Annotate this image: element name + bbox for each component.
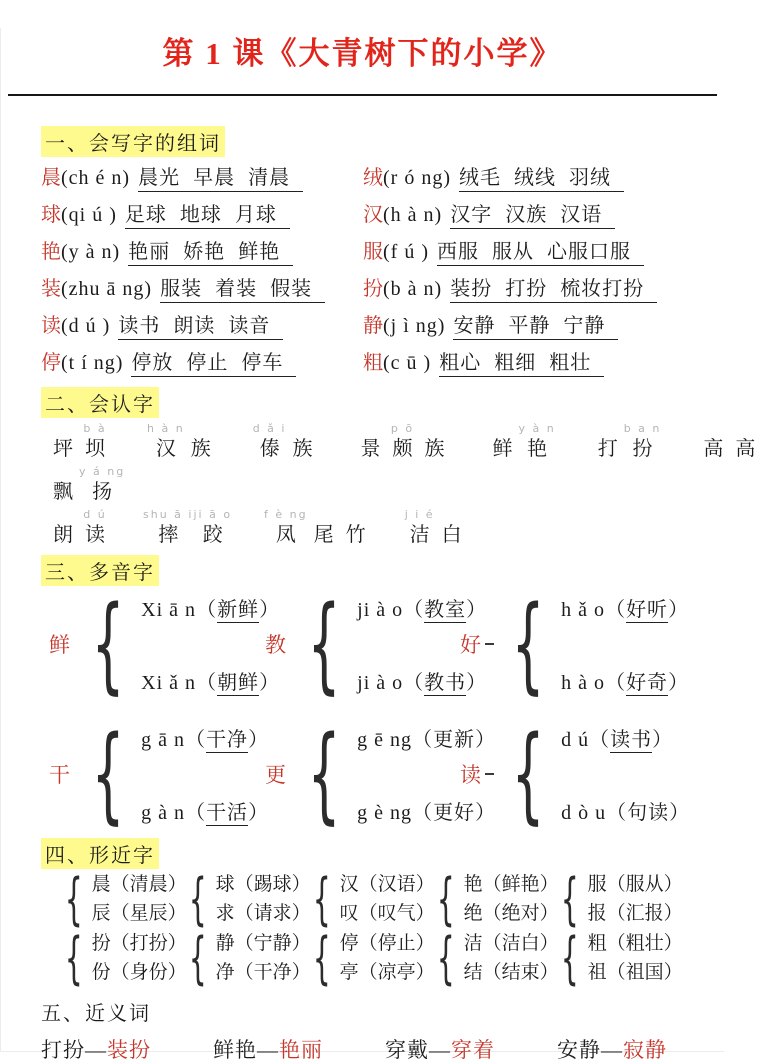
similar-pair xyxy=(552,931,683,987)
item-word: 读书 xyxy=(610,728,653,751)
item-pinyin: Xi ā n xyxy=(141,598,197,621)
pair-line-bottom: 亭（凉亭） xyxy=(339,962,435,984)
synonym-pair xyxy=(213,1034,323,1064)
entry-words: 艳丽 娇艳 鲜艳 xyxy=(128,235,293,266)
entry-char: 艳 xyxy=(41,240,61,263)
entry-words: 汉字 汉族 汉语 xyxy=(450,198,615,229)
entry-words: 读书 朗读 读音 xyxy=(118,309,283,340)
entry-char: 停 xyxy=(41,351,61,374)
item-pinyin: d ú xyxy=(561,728,590,751)
char-label: 尾 xyxy=(313,523,334,546)
synonym-left: 鲜艳 xyxy=(213,1037,257,1062)
pair-line-bottom: 祖（祖国） xyxy=(587,962,683,984)
synonym-left: 安静 xyxy=(557,1037,601,1062)
pinyin-label: y á ng xyxy=(79,464,126,478)
pinyin-label: d ú xyxy=(83,507,107,521)
char-label: 坝 xyxy=(85,437,105,460)
char-label: 高 xyxy=(703,437,724,460)
item-pinyin: ji à o xyxy=(357,598,404,621)
item-pinyin: ji à o xyxy=(357,671,404,694)
brace-icon xyxy=(65,931,83,987)
item-word: 更好 xyxy=(433,801,476,824)
connector-line xyxy=(485,773,494,775)
write-words-right-column xyxy=(363,161,710,383)
recognize-row-3 xyxy=(47,508,710,547)
section-1-heading: 一、会写字的组词 xyxy=(41,126,225,157)
left-paren: （ xyxy=(412,728,434,751)
item-word: 朝鲜 xyxy=(217,671,260,694)
pair-line-top: 服（服从） xyxy=(587,874,683,896)
char-label: 飘 xyxy=(53,480,73,503)
pair-line-top: 洁（洁白） xyxy=(463,933,559,955)
similar-chars-row-2 xyxy=(56,931,710,987)
char-label: 坪 xyxy=(53,437,73,460)
similar-pair xyxy=(56,872,187,928)
char-with-pinyin xyxy=(143,508,193,547)
pair-line-top: 晨（清晨） xyxy=(91,874,187,896)
left-paren: （ xyxy=(196,671,218,694)
item-word: 干活 xyxy=(206,801,249,824)
entry-pinyin: (qi ú ) xyxy=(61,203,117,226)
item-pinyin: h ǎ o xyxy=(561,598,606,621)
write-word-entry xyxy=(41,235,363,272)
entry-words: 停放 停止 停车 xyxy=(131,346,296,377)
recognize-word xyxy=(47,422,111,461)
char-label: 摔 xyxy=(158,523,179,546)
group-char: 读 xyxy=(460,762,481,787)
left-paren: （ xyxy=(605,671,627,694)
entry-char: 粗 xyxy=(363,351,383,374)
item-pinyin: Xi ǎ n xyxy=(141,671,197,694)
polyphone-item xyxy=(141,796,269,825)
document-body xyxy=(1,126,756,1064)
char-label: 跤 xyxy=(202,523,223,546)
synonym-dash: — xyxy=(257,1037,279,1062)
polyphone-item xyxy=(141,723,269,752)
item-word: 新鲜 xyxy=(217,598,260,621)
entry-pinyin: (ch é n) xyxy=(61,166,131,189)
write-word-entry xyxy=(41,309,363,346)
item-word: 教书 xyxy=(424,671,467,694)
polyphone-group xyxy=(265,592,488,696)
entry-char: 扮 xyxy=(363,277,383,300)
pair-line-bottom: 绝（绝对） xyxy=(463,903,559,925)
char-with-pinyin xyxy=(185,422,217,461)
recognize-word xyxy=(143,508,232,547)
recognize-word xyxy=(354,422,450,461)
right-paren: ） xyxy=(475,728,497,751)
synonym-dash: — xyxy=(429,1037,451,1062)
entry-char: 读 xyxy=(41,314,61,337)
left-paren: （ xyxy=(412,801,434,824)
char-with-pinyin xyxy=(79,422,111,461)
brace-icon xyxy=(189,931,207,987)
brace-icon xyxy=(512,722,545,826)
write-words-left-column xyxy=(41,161,363,383)
pinyin-label: b a n xyxy=(623,421,662,435)
pair-line-top: 静（宁静） xyxy=(215,933,311,955)
polyphone-item xyxy=(141,593,280,622)
pinyin-label: p ō xyxy=(390,421,415,435)
synonym-pair xyxy=(557,1034,667,1064)
char-with-pinyin xyxy=(147,422,185,461)
recognize-word xyxy=(264,508,372,547)
char-with-pinyin xyxy=(286,422,318,461)
entry-words: 安静 平静 宁静 xyxy=(453,309,618,340)
right-paren: ） xyxy=(259,671,281,694)
polyphone-group xyxy=(460,722,710,826)
pinyin-label: b à xyxy=(83,421,107,435)
polyphone-item xyxy=(561,593,689,622)
left-paren: （ xyxy=(185,728,207,751)
char-label: 打 xyxy=(597,437,618,460)
pair-line-top: 汉（汉语） xyxy=(339,874,435,896)
item-word: 教室 xyxy=(424,598,467,621)
synonym-right: 寂静 xyxy=(623,1037,667,1062)
section-4-heading: 四、形近字 xyxy=(41,838,159,869)
char-with-pinyin xyxy=(418,422,450,461)
polyphone-item xyxy=(561,796,690,825)
pair-line-bottom: 求（请求） xyxy=(215,903,311,925)
pair-line-top: 球（踢球） xyxy=(215,874,311,896)
char-with-pinyin xyxy=(486,422,518,461)
brace-icon xyxy=(512,592,545,696)
synonym-left: 打扮 xyxy=(41,1037,85,1062)
left-paren: （ xyxy=(606,801,628,824)
recognize-word xyxy=(404,508,468,547)
char-label: 颇 xyxy=(392,437,413,460)
entry-char: 绒 xyxy=(363,166,383,189)
brace-icon xyxy=(313,931,331,987)
pair-line-top: 艳（鲜艳） xyxy=(463,874,559,896)
brace-icon xyxy=(92,722,125,826)
write-word-entry xyxy=(363,161,710,198)
right-paren: ） xyxy=(248,728,270,751)
left-paren: （ xyxy=(185,801,207,824)
entry-words: 服装 着装 假装 xyxy=(160,272,325,303)
group-char: 教 xyxy=(265,632,286,657)
pair-line-bottom: 报（汇报） xyxy=(587,903,683,925)
pair-line-top: 扮（打扮） xyxy=(91,933,187,955)
entry-words: 西服 服从 心服口服 xyxy=(437,235,644,266)
char-with-pinyin xyxy=(697,422,729,461)
item-word: 更新 xyxy=(433,728,476,751)
char-label: 扮 xyxy=(632,437,653,460)
polyphone-group xyxy=(49,722,270,826)
section-3-heading: 三、多音字 xyxy=(41,555,159,586)
char-label: 族 xyxy=(424,437,445,460)
char-with-pinyin xyxy=(264,508,308,547)
entry-char: 汉 xyxy=(363,203,383,226)
char-label: 汉 xyxy=(155,437,176,460)
char-with-pinyin xyxy=(340,508,372,547)
char-with-pinyin xyxy=(404,508,436,547)
char-label: 艳 xyxy=(527,437,548,460)
similar-pair xyxy=(56,931,187,987)
brace-icon xyxy=(437,931,455,987)
similar-pair xyxy=(180,872,311,928)
write-word-entry xyxy=(363,346,710,383)
polyphone-item xyxy=(561,723,690,752)
left-paren: （ xyxy=(196,598,218,621)
char-label: 鲜 xyxy=(492,437,513,460)
right-paren: ） xyxy=(259,598,281,621)
right-paren: ） xyxy=(475,801,497,824)
char-with-pinyin xyxy=(47,422,79,461)
right-paren: ） xyxy=(668,598,690,621)
char-label: 凤 xyxy=(275,523,296,546)
entry-char: 球 xyxy=(41,203,61,226)
similar-pair xyxy=(304,872,435,928)
recognize-word xyxy=(47,508,111,547)
similar-chars-row-1 xyxy=(56,872,710,928)
right-paren: ） xyxy=(466,598,488,621)
write-word-entry xyxy=(41,272,363,309)
brace-icon xyxy=(65,872,83,928)
entry-pinyin: (h à n) xyxy=(383,203,443,226)
char-label: 读 xyxy=(85,523,105,546)
pinyin-label: j i é xyxy=(404,507,435,521)
entry-pinyin: (j ì ng) xyxy=(383,314,446,337)
synonym-left: 穿戴 xyxy=(385,1037,429,1062)
char-label: 高 xyxy=(735,437,756,460)
recognize-row-2 xyxy=(47,465,710,504)
synonym-dash: — xyxy=(85,1037,107,1062)
pinyin-label: f è ng xyxy=(264,507,308,521)
entry-pinyin: (zhu ā ng) xyxy=(61,277,153,300)
brace-icon xyxy=(313,872,331,928)
pair-line-bottom: 结（结束） xyxy=(463,962,559,984)
item-pinyin: g ā n xyxy=(141,728,186,751)
polyphone-group xyxy=(460,592,710,696)
item-word: 好奇 xyxy=(626,671,669,694)
char-with-pinyin xyxy=(193,508,232,547)
char-with-pinyin xyxy=(47,465,79,504)
char-label: 族 xyxy=(190,437,211,460)
item-pinyin: d ò u xyxy=(561,801,607,824)
write-words-grid xyxy=(41,161,710,383)
char-label: 白 xyxy=(441,523,462,546)
polyphone-row-2 xyxy=(41,722,710,826)
char-with-pinyin xyxy=(592,422,624,461)
pair-line-top: 停（停止） xyxy=(339,933,435,955)
recognize-word xyxy=(47,465,125,504)
pair-line-bottom: 份（身份） xyxy=(91,962,187,984)
char-with-pinyin xyxy=(354,422,386,461)
entry-pinyin: (y à n) xyxy=(61,240,121,263)
group-char: 好 xyxy=(460,632,481,657)
entry-char: 装 xyxy=(41,277,61,300)
pair-line-bottom: 叹（叹气） xyxy=(339,903,435,925)
similar-pair xyxy=(428,931,559,987)
item-pinyin: g è ng xyxy=(357,801,413,824)
brace-icon xyxy=(561,931,579,987)
entry-char: 静 xyxy=(363,314,383,337)
entry-pinyin: (c ū ) xyxy=(383,351,432,374)
char-with-pinyin xyxy=(253,422,287,461)
right-paren: ） xyxy=(652,728,674,751)
pinyin-label: shu ā i xyxy=(143,507,194,521)
entry-char: 晨 xyxy=(41,166,61,189)
right-paren: ） xyxy=(248,801,270,824)
entry-pinyin: (r ó ng) xyxy=(383,166,451,189)
polyphone-row-1 xyxy=(41,592,710,696)
write-word-entry xyxy=(41,198,363,235)
write-word-entry xyxy=(363,235,710,272)
char-with-pinyin xyxy=(386,422,418,461)
item-word: 句读 xyxy=(627,801,670,824)
connector-line xyxy=(485,643,494,645)
recognize-word xyxy=(486,422,555,461)
char-label: 族 xyxy=(292,437,313,460)
brace-icon xyxy=(437,872,455,928)
pair-line-bottom: 辰（星辰） xyxy=(91,903,187,925)
item-word: 好听 xyxy=(626,598,669,621)
entry-pinyin: (b à n) xyxy=(383,277,443,300)
synonym-right: 装扮 xyxy=(107,1037,151,1062)
polyphone-item xyxy=(561,666,689,695)
item-word: 干净 xyxy=(206,728,249,751)
entry-words: 装扮 打扮 梳妆打扮 xyxy=(450,272,657,303)
write-word-entry xyxy=(363,309,710,346)
pinyin-label: d ǎ i xyxy=(252,421,287,435)
write-word-entry xyxy=(41,161,363,198)
write-word-entry xyxy=(363,198,710,235)
left-paren: （ xyxy=(403,598,425,621)
recognize-word xyxy=(147,422,217,461)
char-label: 朗 xyxy=(53,523,73,546)
entry-words: 粗心 粗细 粗壮 xyxy=(439,346,604,377)
pair-line-top: 粗（粗壮） xyxy=(587,933,683,955)
write-word-entry xyxy=(363,272,710,309)
recognize-word xyxy=(592,422,662,461)
synonym-pair xyxy=(385,1034,495,1064)
similar-pair xyxy=(304,931,435,987)
char-with-pinyin xyxy=(624,422,662,461)
right-paren: ） xyxy=(669,801,691,824)
synonym-pair xyxy=(41,1034,151,1064)
left-paren: （ xyxy=(605,598,627,621)
similar-pair xyxy=(552,872,683,928)
synonym-right: 艳丽 xyxy=(279,1037,323,1062)
entry-pinyin: (f ú ) xyxy=(383,240,429,263)
polyphone-group xyxy=(49,592,281,696)
recognize-row-1 xyxy=(47,421,756,461)
right-paren: ） xyxy=(668,671,690,694)
title-rule xyxy=(8,94,717,96)
char-with-pinyin xyxy=(47,508,79,547)
polyphone-item xyxy=(141,666,280,695)
entry-words: 晨光 早晨 清晨 xyxy=(138,161,303,192)
entry-pinyin: (t í ng) xyxy=(61,351,124,374)
item-pinyin: g à n xyxy=(141,801,186,824)
item-pinyin: g ē ng xyxy=(357,728,413,751)
char-with-pinyin xyxy=(518,422,555,461)
right-paren: ） xyxy=(466,671,488,694)
recognize-word xyxy=(697,422,761,461)
page-title: 第 1 课《大青树下的小学》 xyxy=(162,36,563,71)
entry-pinyin: (d ú ) xyxy=(61,314,111,337)
char-label: 竹 xyxy=(345,523,366,546)
synonyms-row xyxy=(41,1034,710,1064)
char-with-pinyin xyxy=(436,508,468,547)
brace-icon xyxy=(308,722,341,826)
entry-words: 绒毛 绒线 羽绒 xyxy=(459,161,624,192)
entry-char: 服 xyxy=(363,240,383,263)
section-2-heading: 二、会认字 xyxy=(41,387,159,418)
pinyin-label: y à n xyxy=(518,421,556,435)
brace-icon xyxy=(189,872,207,928)
brace-icon xyxy=(92,592,125,696)
char-label: 洁 xyxy=(409,523,430,546)
char-label: 扬 xyxy=(92,480,113,503)
synonym-right: 穿着 xyxy=(451,1037,495,1062)
pair-line-bottom: 净（干净） xyxy=(215,962,311,984)
char-label: 傣 xyxy=(259,437,280,460)
char-with-pinyin xyxy=(308,508,340,547)
char-with-pinyin xyxy=(79,465,125,504)
pinyin-label: ji ā o xyxy=(193,507,233,521)
left-paren: （ xyxy=(589,728,611,751)
char-label: 景 xyxy=(360,437,381,460)
pinyin-label: h à n xyxy=(147,421,185,435)
left-paren: （ xyxy=(403,671,425,694)
char-with-pinyin xyxy=(79,508,111,547)
similar-pair xyxy=(180,931,311,987)
brace-icon xyxy=(561,872,579,928)
entry-words: 足球 地球 月球 xyxy=(125,198,290,229)
polyphone-group xyxy=(265,722,497,826)
synonym-dash: — xyxy=(601,1037,623,1062)
section-5-heading: 五、近义词 xyxy=(41,1002,151,1025)
char-with-pinyin xyxy=(729,422,761,461)
group-char: 鲜 xyxy=(49,632,70,657)
write-word-entry xyxy=(41,346,363,383)
group-char: 更 xyxy=(265,762,286,787)
brace-icon xyxy=(308,592,341,696)
similar-pair xyxy=(428,872,559,928)
group-char: 干 xyxy=(49,762,70,787)
recognize-word xyxy=(253,422,319,461)
item-pinyin: h à o xyxy=(561,671,606,694)
